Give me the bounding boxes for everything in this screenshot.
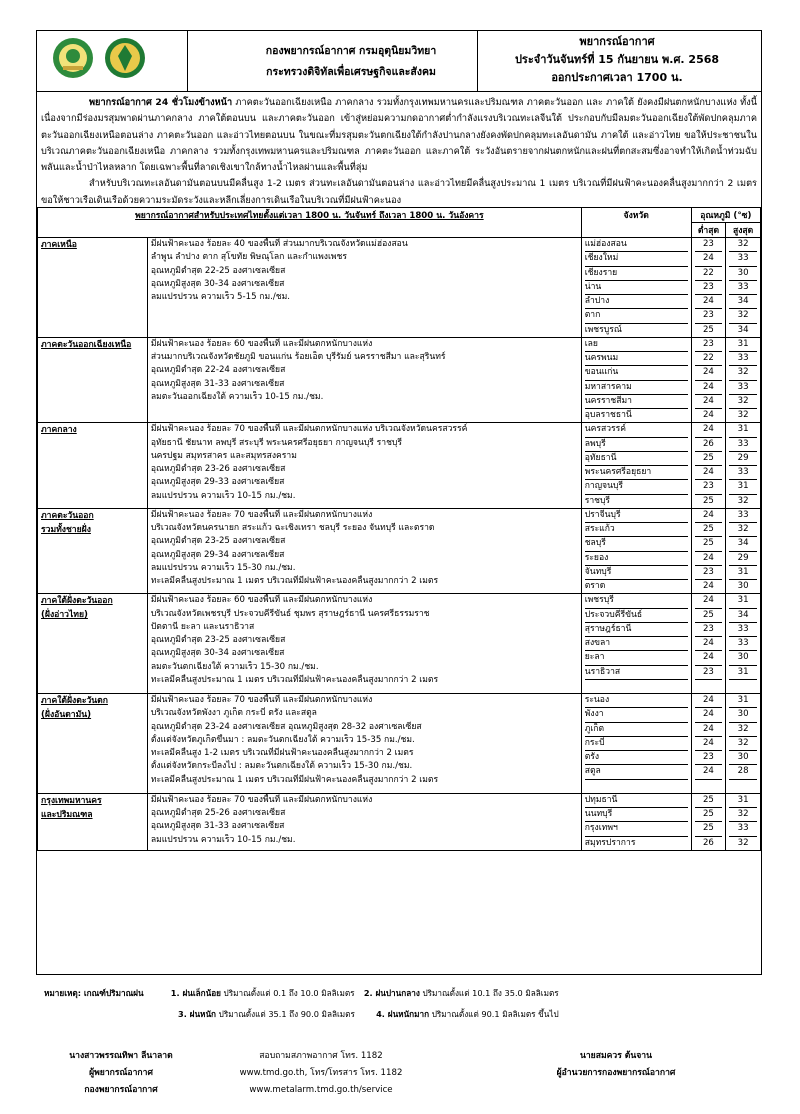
- region-description-cell: [147, 793, 581, 850]
- forecast-summary: [41, 95, 757, 209]
- doc-title: พยากรณ์อากาศ: [579, 35, 655, 48]
- min-temp: [695, 780, 723, 793]
- remarks-row1: [44, 983, 764, 1004]
- forecast-table-body: [38, 238, 761, 851]
- header: [37, 31, 761, 92]
- province-name: ระยอง: [585, 552, 688, 566]
- min-temp: 24: [695, 765, 723, 779]
- province-name: ระนอง: [585, 694, 688, 708]
- rain-level-4-text: ปริมาณตั้งแต่ 90.1 มิลลิเมตร ขึ้นไป: [431, 1009, 559, 1019]
- min-temp: 25: [702, 495, 714, 506]
- region-name: รวมทั้งชายฝั่ง: [41, 524, 91, 535]
- min-temp: 23: [695, 623, 723, 637]
- region-name-cell: [38, 423, 148, 509]
- max-temp: 30: [729, 267, 757, 281]
- province-name: ปราจีนบุรี: [585, 509, 688, 523]
- forecast-line: อุณหภูมิต่ำสุด 23-26 องศาเซลเซียส: [150, 464, 286, 474]
- province-name: ลำปาง: [585, 295, 688, 309]
- forecast-line: บริเวณจังหวัดนครนายก สระแก้ว ฉะเชิงเทรา ชลบุรี ระยอง จันทบุรี และตราด: [150, 523, 435, 533]
- max-temp: 31: [729, 794, 757, 808]
- province-name: นราธิวาส: [585, 666, 688, 680]
- contact-service-link[interactable]: www.metalarm.tmd.go.th/service: [249, 1085, 393, 1095]
- region-description-cell: [147, 423, 581, 509]
- max-temp: 32: [737, 410, 749, 420]
- summary-text: ภาคตะวันออกเฉียงเหนือ ภาคกลาง รวมทั้งกรุงเทพมหานครและปริมณฑล ภาคตะวันออก และ ภาคใต้ ยังคงมีฝนตกหนักบางแห่ง ทั้งนี้เนื่องจากมีร่องมรสุมพาดผ่านภาคกลาง ภาคใต้ตอนบน และภาคตะวันออก เข้าสู่หย่อมความกดอากาศต่ำกำลังแรงบริเวณทะเลจีนใต้ ประกอบกับมีลมตะวันออกเฉียงใต้พัดปกคลุมภาคตะวันออกเฉียงเหนือตอนล่าง ภาคตะวันออก และอ่าวไทยตอนบน ในขณะที่มรสุมตะวันตกเฉียงใต้กำลังปานกลางยังคงพัดปกคลุมทะเลอันดามัน ภาคใต้ และอ่าวไทย ขอให้ประชาชนในบริเวณภาคตะวันออกเฉียงเหนือ ภาคกลาง รวมทั้งกรุงเทพมหานครและปริมณฑล ภาคตะวันออก และภาคใต้ ระวังอันตรายจากฝนตกหนักและฝนที่ตกสะสมซึ่งอาจทำให้เกิดน้ำท่วมฉับพลันและน้ำป่าไหลหลาก โดยเฉพาะพื้นที่ลาดเชิงเขาใกล้ทางน้ำไหลผ่านและพื้นที่ลุ่ม: [41, 97, 758, 174]
- region-description-cell: [147, 594, 581, 694]
- max-temp: 32: [729, 523, 757, 537]
- max-temp: 30: [729, 708, 757, 722]
- forecast-line: อุทัยธานี ชัยนาท ลพบุรี สระบุรี พระนครศรีอยุธยา กาญจนบุรี ราชบุรี: [150, 437, 402, 448]
- min-temp: 24: [695, 466, 723, 480]
- min-temp: 24: [695, 381, 723, 395]
- region-row: [38, 423, 761, 509]
- max-temp: 32: [729, 309, 757, 323]
- province-name: สุราษฎร์ธานี: [585, 623, 688, 637]
- min-temp: 25: [695, 822, 723, 836]
- province-cell: [581, 508, 691, 594]
- region-name: และปริมณฑล: [41, 809, 93, 820]
- province-name: กาญจนบุรี: [585, 480, 688, 494]
- forecast-line: บริเวณจังหวัดเพชรบุรี ประจวบคีรีขันธ์ ชุมพร สุราษฎร์ธานี นครศรีธรรมราช: [150, 608, 430, 619]
- min-temp-cell: [691, 694, 726, 794]
- remarks-label: หมายเหตุ: เกณฑ์ปริมาณฝน: [44, 988, 144, 998]
- province-name: นนทบุรี: [585, 808, 688, 822]
- province-name: สมุทรปราการ: [584, 837, 636, 848]
- forecast-line: ตั้งแต่จังหวัดกระบี่ลงไป : ลมตะวันตกเฉียงใต้ ความเร็ว 15-30 กม./ชม.: [150, 761, 413, 772]
- province-name: เลย: [585, 338, 688, 352]
- forecaster-dept: กองพยากรณ์อากาศ: [84, 1085, 158, 1095]
- province-name: อุบลราชธานี: [584, 410, 632, 420]
- min-temp: 24: [695, 366, 723, 380]
- max-temp-cell: [726, 594, 761, 694]
- province-name: เพชรบุรี: [585, 594, 688, 608]
- province-name: ยะลา: [585, 651, 688, 665]
- region-name: กรุงเทพมหานคร: [41, 795, 102, 806]
- region-row: [38, 694, 761, 794]
- region-name: ภาคใต้ฝั่งตะวันตก: [41, 696, 108, 706]
- min-temp: 24: [702, 581, 714, 591]
- min-temp: 25: [702, 324, 714, 335]
- max-temp: 34: [737, 324, 749, 335]
- forecast-line: ปัตตานี ยะลา และนราธิวาส: [150, 621, 255, 632]
- max-temp: 30: [729, 651, 757, 665]
- max-temp-cell: [726, 238, 761, 338]
- region-name: ภาคตะวันออก: [41, 510, 94, 521]
- min-header: ต่ำสุด: [691, 223, 726, 238]
- max-temp: [729, 780, 757, 793]
- province-name: จันทบุรี: [585, 566, 688, 580]
- province-name: สงขลา: [585, 637, 688, 651]
- max-temp: 34: [729, 609, 757, 623]
- forecaster-name: นางสาวพรรณทิพา ลีนาลาด: [69, 1051, 173, 1061]
- min-temp-cell: [691, 238, 726, 338]
- max-temp: 31: [729, 666, 757, 680]
- forecast-line: บริเวณจังหวัดพังงา ภูเก็ต กระบี่ ตรัง และสตูล: [150, 708, 317, 719]
- forecast-line: มีฝนฟ้าคะนอง ร้อยละ 70 ของพื้นที่ และมีฝนตกหนักบางแห่ง: [150, 794, 373, 805]
- doc-date: ประจำวันจันทร์ที่ 15 กันยายน พ.ศ. 2568: [514, 53, 720, 66]
- province-cell: [581, 594, 691, 694]
- min-temp: 23: [695, 309, 723, 323]
- max-temp-cell: [726, 423, 761, 509]
- max-temp: 31: [729, 423, 757, 437]
- rain-level-3-label: 3. ฝนหนัก: [178, 1009, 217, 1019]
- rain-level-2-text: ปริมาณตั้งแต่ 10.1 ถึง 35.0 มิลลิเมตร: [422, 988, 559, 998]
- region-description-cell: [147, 238, 581, 338]
- min-temp: 24: [695, 509, 723, 523]
- max-temp: 32: [729, 395, 757, 409]
- region-row: [38, 793, 761, 850]
- max-temp: 32: [729, 737, 757, 751]
- province-name: ขอนแก่น: [585, 366, 688, 380]
- ministry-emblem-icon: [103, 36, 147, 80]
- temp-header: อุณหภูมิ (°ซ): [691, 208, 760, 223]
- forecast-line: อุณหภูมิสูงสุด 29-33 องศาเซลเซียส: [150, 477, 285, 488]
- region-name-cell: [38, 238, 148, 338]
- max-temp: 33: [729, 822, 757, 836]
- min-temp: 24: [695, 737, 723, 751]
- max-temp: 32: [737, 837, 749, 848]
- director-name: นายสมควร ต้นจาน: [579, 1051, 653, 1061]
- min-temp-cell: [691, 793, 726, 850]
- department-block: [251, 41, 451, 83]
- province-name: ตรัง: [585, 751, 688, 765]
- province-name: ลพบุรี: [585, 438, 688, 452]
- forecast-line: มีฝนฟ้าคะนอง ร้อยละ 60 ของพื้นที่ และมีฝนตกหนักบางแห่ง: [150, 595, 373, 606]
- min-temp: 26: [695, 438, 723, 452]
- max-temp: 31: [729, 338, 757, 352]
- forecast-line: ลมตะวันตกเฉียงใต้ ความเร็ว 15-30 กม./ชม.: [150, 661, 319, 672]
- max-temp: 32: [737, 495, 749, 506]
- province-cell: [581, 694, 691, 794]
- min-temp-cell: [691, 594, 726, 694]
- province-name: มหาสารคาม: [585, 381, 688, 395]
- min-temp: 23: [695, 281, 723, 295]
- min-temp-cell: [691, 337, 726, 423]
- province-name: ปทุมธานี: [585, 794, 688, 808]
- region-name: ภาคตะวันออกเฉียงเหนือ: [41, 339, 132, 350]
- province-name: ประจวบคีรีขันธ์: [585, 609, 688, 623]
- forecast-line: ลมแปรปรวน ความเร็ว 10-15 กม./ชม.: [150, 834, 296, 845]
- contact-phone: สอบถามสภาพอากาศ โทร. 1182: [259, 1051, 383, 1061]
- max-temp: 33: [729, 252, 757, 266]
- region-name: (ฝั่งอ่าวไทย): [41, 610, 88, 621]
- province-name: ภูเก็ต: [585, 723, 688, 737]
- forecast-line: อุณหภูมิต่ำสุด 25-26 องศาเซลเซียส: [150, 808, 286, 818]
- region-name: (ฝั่งอันดามัน): [41, 710, 92, 720]
- max-temp: 34: [729, 295, 757, 309]
- issue-time: ออกประกาศเวลา 1700 น.: [551, 71, 683, 84]
- province-name: น่าน: [585, 281, 688, 295]
- rain-level-1-text: ปริมาณตั้งแต่ 0.1 ถึง 10.0 มิลลิเมตร: [223, 988, 355, 998]
- forecast-line: ลำพูน ลำปาง ตาก สุโขทัย พิษณุโลก และกำแพงเพชร: [150, 252, 348, 263]
- tmd-emblem-icon: [51, 36, 95, 80]
- region-name: ภาคเหนือ: [41, 240, 77, 250]
- min-temp: 25: [695, 808, 723, 822]
- remarks: [44, 983, 764, 1025]
- forecast-header: พยากรณ์อากาศสำหรับประเทศไทยตั้งแต่เวลา 1800 น. วันจันทร์ ถึงเวลา 1800 น. วันอังคาร: [38, 208, 582, 238]
- min-temp: 25: [695, 452, 723, 466]
- min-temp: 25: [695, 794, 723, 808]
- region-name: ภาคกลาง: [41, 425, 77, 436]
- dept-line1: กองพยากรณ์อากาศ กรมอุตุนิยมวิทยา: [265, 45, 437, 57]
- forecast-line: อุณหภูมิต่ำสุด 22-25 องศาเซลเซียส: [150, 265, 286, 276]
- min-temp: 23: [695, 751, 723, 765]
- min-temp: 24: [695, 395, 723, 409]
- min-temp: 25: [695, 537, 723, 551]
- province-name: [585, 680, 688, 693]
- forecast-line: อุณหภูมิสูงสุด 29-34 องศาเซลเซียส: [150, 549, 285, 560]
- province-name: กรุงเทพฯ: [585, 822, 688, 836]
- max-temp: 31: [729, 694, 757, 708]
- forecast-table: [37, 207, 761, 851]
- min-temp: 24: [695, 694, 723, 708]
- forecast-line: อุณหภูมิต่ำสุด 23-24 องศาเซลเซียส อุณหภูมิสูงสุด 28-32 องศาเซลเซียส: [150, 721, 422, 732]
- min-temp: [695, 680, 723, 693]
- max-temp: 33: [729, 281, 757, 295]
- province-name: [585, 780, 688, 793]
- max-temp-cell: [726, 337, 761, 423]
- province-name: เชียงราย: [585, 267, 688, 281]
- rain-level-2-label: 2. ฝนปานกลาง: [363, 988, 420, 998]
- province-name: นครพนม: [585, 352, 688, 366]
- forecast-line: มีฝนฟ้าคะนอง ร้อยละ 40 ของพื้นที่ ส่วนมากบริเวณจังหวัดแม่ฮ่องสอน: [150, 239, 408, 249]
- forecast-line: อุณหภูมิสูงสุด 30-34 องศาเซลเซียส: [150, 648, 285, 659]
- region-name-cell: [38, 337, 148, 423]
- region-name-cell: [38, 694, 148, 794]
- director-title: ผู้อำนวยการกองพยากรณ์อากาศ: [556, 1068, 676, 1078]
- min-temp: 24: [695, 708, 723, 722]
- min-temp: 24: [695, 423, 723, 437]
- province-header: จังหวัด: [581, 208, 691, 238]
- forecast-line: ทะเลมีคลื่นสูง 1-2 เมตร บริเวณที่มีฝนฟ้าคะนองคลื่นสูงมากกว่า 2 เมตร: [150, 748, 414, 758]
- province-name: นครราชสีมา: [585, 395, 688, 409]
- min-temp: 23: [695, 666, 723, 680]
- forecast-line: อุณหภูมิสูงสุด 31-33 องศาเซลเซียส: [150, 378, 285, 389]
- max-temp-cell: [726, 793, 761, 850]
- min-temp: 23: [695, 566, 723, 580]
- province-name: พังงา: [585, 708, 688, 722]
- region-name-cell: [38, 793, 148, 850]
- min-temp: 25: [695, 523, 723, 537]
- region-description-cell: [147, 508, 581, 594]
- region-name-cell: [38, 594, 148, 694]
- contact-block: [221, 1048, 421, 1099]
- min-temp: 24: [695, 637, 723, 651]
- forecast-line: มีฝนฟ้าคะนอง ร้อยละ 60 ของพื้นที่ และมีฝนตกหนักบางแห่ง: [150, 338, 373, 349]
- summary-label: พยากรณ์อากาศ 24 ชั่วโมงข้างหน้า: [89, 97, 233, 108]
- province-name: อุทัยธานี: [585, 452, 688, 466]
- min-temp: 26: [702, 837, 714, 848]
- province-name: สตูล: [585, 765, 688, 779]
- forecast-line: มีฝนฟ้าคะนอง ร้อยละ 70 ของพื้นที่ และมีฝนตกหนักบางแห่ง: [150, 509, 373, 520]
- min-temp: 24: [695, 252, 723, 266]
- min-temp-cell: [691, 508, 726, 594]
- region-description-cell: [147, 337, 581, 423]
- forecast-line: มีฝนฟ้าคะนอง ร้อยละ 70 ของพื้นที่ และมีฝนตกหนักบางแห่ง: [150, 695, 373, 705]
- rain-level-4-label: 4. ฝนหนักมาก: [376, 1009, 430, 1019]
- min-temp: 24: [702, 410, 714, 420]
- province-name: ตาก: [585, 309, 688, 323]
- region-row: [38, 508, 761, 594]
- max-temp: 32: [729, 723, 757, 737]
- max-temp: 29: [729, 552, 757, 566]
- header-divider: [187, 31, 188, 91]
- region-row: [38, 337, 761, 423]
- forecast-line: อุณหภูมิสูงสุด 31-33 องศาเซลเซียส: [150, 821, 285, 832]
- max-temp: [729, 680, 757, 693]
- min-temp: 24: [695, 295, 723, 309]
- rain-level-1-label: 1. ฝนเล็กน้อย: [170, 988, 221, 998]
- province-cell: [581, 337, 691, 423]
- region-description-cell: [147, 694, 581, 794]
- max-temp: 33: [729, 466, 757, 480]
- director-block: [496, 1048, 736, 1082]
- max-temp: 28: [729, 765, 757, 779]
- forecast-line: อุณหภูมิสูงสุด 30-34 องศาเซลเซียส: [150, 278, 285, 289]
- document-frame: [36, 30, 762, 975]
- forecast-line: อุณหภูมิต่ำสุด 23-25 องศาเซลเซียส: [150, 635, 286, 645]
- region-row: [38, 594, 761, 694]
- max-temp: 34: [729, 537, 757, 551]
- forecast-line: นครปฐม สมุทรสาคร และสมุทรสงคราม: [150, 450, 297, 461]
- min-temp: 24: [695, 594, 723, 608]
- min-temp: 22: [695, 267, 723, 281]
- contact-website[interactable]: www.tmd.go.th, โทร/โทรสาร โทร. 1182: [239, 1068, 403, 1078]
- province-name: ตราด: [584, 581, 606, 591]
- max-temp: 31: [729, 480, 757, 494]
- max-temp: 32: [729, 366, 757, 380]
- province-name: เชียงใหม่: [585, 252, 688, 266]
- summary-para1: [41, 95, 757, 176]
- max-temp: 30: [737, 581, 749, 591]
- province-name: กระบี่: [585, 737, 688, 751]
- forecast-line: ลมตะวันออกเฉียงใต้ ความเร็ว 10-15 กม./ชม.: [150, 391, 324, 402]
- rain-level-3-text: ปริมาณตั้งแต่ 35.1 ถึง 90.0 มิลลิเมตร: [218, 1009, 355, 1019]
- max-temp-cell: [726, 694, 761, 794]
- max-temp: 33: [729, 381, 757, 395]
- title-block: [477, 33, 757, 87]
- max-temp: 29: [729, 452, 757, 466]
- max-temp: 32: [729, 238, 757, 252]
- forecaster-title: ผู้พยากรณ์อากาศ: [89, 1068, 153, 1078]
- forecast-line: ลมแปรปรวน ความเร็ว 15-30 กม./ชม.: [150, 562, 296, 573]
- max-temp: 30: [729, 751, 757, 765]
- forecast-line: ลมแปรปรวน ความเร็ว 10-15 กม./ชม.: [150, 490, 296, 501]
- forecast-line: ทะเลมีคลื่นสูงประมาณ 1 เมตร บริเวณที่มีฝนฟ้าคะนองคลื่นสูงมากกว่า 2 เมตร: [150, 576, 439, 586]
- forecast-line: ทะเลมีคลื่นสูงประมาณ 1 เมตร บริเวณที่มีฝนฟ้าคะนองคลื่นสูงมากกว่า 2 เมตร: [150, 774, 439, 785]
- region-name-cell: [38, 508, 148, 594]
- province-name: พระนครศรีอยุธยา: [585, 466, 688, 480]
- min-temp: 24: [695, 552, 723, 566]
- remarks-row2: [44, 1004, 764, 1025]
- min-temp: 23: [695, 338, 723, 352]
- dept-line2: กระทรวงดิจิทัลเพื่อเศรษฐกิจและสังคม: [266, 66, 436, 78]
- min-temp: 24: [695, 723, 723, 737]
- province-name: ราชบุรี: [584, 495, 611, 506]
- max-temp: 33: [729, 438, 757, 452]
- max-temp: 31: [729, 566, 757, 580]
- province-cell: [581, 238, 691, 338]
- forecast-line: อุณหภูมิต่ำสุด 23-25 องศาเซลเซียส: [150, 536, 286, 547]
- max-temp: 33: [729, 623, 757, 637]
- province-name: เพชรบูรณ์: [584, 324, 622, 335]
- region-name: ภาคใต้ฝั่งตะวันออก: [41, 596, 113, 607]
- forecaster-block: [46, 1048, 196, 1099]
- max-temp: 33: [729, 509, 757, 523]
- province-name: นครสวรรค์: [585, 423, 688, 437]
- max-temp: 32: [729, 808, 757, 822]
- min-temp: 22: [695, 352, 723, 366]
- forecast-line: ส่วนมากบริเวณจังหวัดชัยภูมิ ขอนแก่น ร้อยเอ็ด บุรีรัมย์ นครราชสีมา และสุรินทร์: [150, 352, 446, 362]
- max-temp: 31: [729, 594, 757, 608]
- province-name: แม่ฮ่องสอน: [585, 238, 688, 252]
- min-temp: 23: [695, 238, 723, 252]
- forecast-line: ทะเลมีคลื่นสูงประมาณ 1 เมตร บริเวณที่มีฝนฟ้าคะนองคลื่นสูงมากกว่า 2 เมตร: [150, 674, 439, 685]
- min-temp: 23: [695, 480, 723, 494]
- max-header: สูงสุด: [726, 223, 761, 238]
- province-name: ชลบุรี: [585, 537, 688, 551]
- max-temp-cell: [726, 508, 761, 594]
- summary-para2: สำหรับบริเวณทะเลอันดามันตอนบนมีคลื่นสูง 1-2 เมตร ส่วนทะเลอันดามันตอนล่าง และอ่าวไทยมีคลื่นสูงประมาณ 1 เมตร บริเวณที่มีฝนฟ้าคะนองคลื่นสูงมากกว่า 2 เมตร ขอให้ชาวเรือเดินเรือด้วยความระมัดระวังและหลีกเลี่ยงการเดินเรือในบริเวณที่มีฝนฟ้าคะนอง: [41, 178, 757, 206]
- province-cell: [581, 793, 691, 850]
- forecast-line: ตั้งแต่จังหวัดภูเก็ตขึ้นมา : ลมตะวันตกเฉียงใต้ ความเร็ว 15-35 กม./ชม.: [150, 734, 415, 745]
- province-cell: [581, 423, 691, 509]
- min-temp-cell: [691, 423, 726, 509]
- max-temp: 33: [729, 637, 757, 651]
- max-temp: 33: [729, 352, 757, 366]
- min-temp: 24: [695, 651, 723, 665]
- forecast-line: มีฝนฟ้าคะนอง ร้อยละ 70 ของพื้นที่ และมีฝนตกหนักบางแห่ง บริเวณจังหวัดนครสวรรค์: [150, 424, 468, 435]
- region-row: [38, 238, 761, 338]
- forecast-line: อุณหภูมิต่ำสุด 22-24 องศาเซลเซียส: [150, 365, 286, 376]
- min-temp: 25: [695, 609, 723, 623]
- forecast-line: ลมแปรปรวน ความเร็ว 5-15 กม./ชม.: [150, 292, 290, 302]
- province-name: สระแก้ว: [585, 523, 688, 537]
